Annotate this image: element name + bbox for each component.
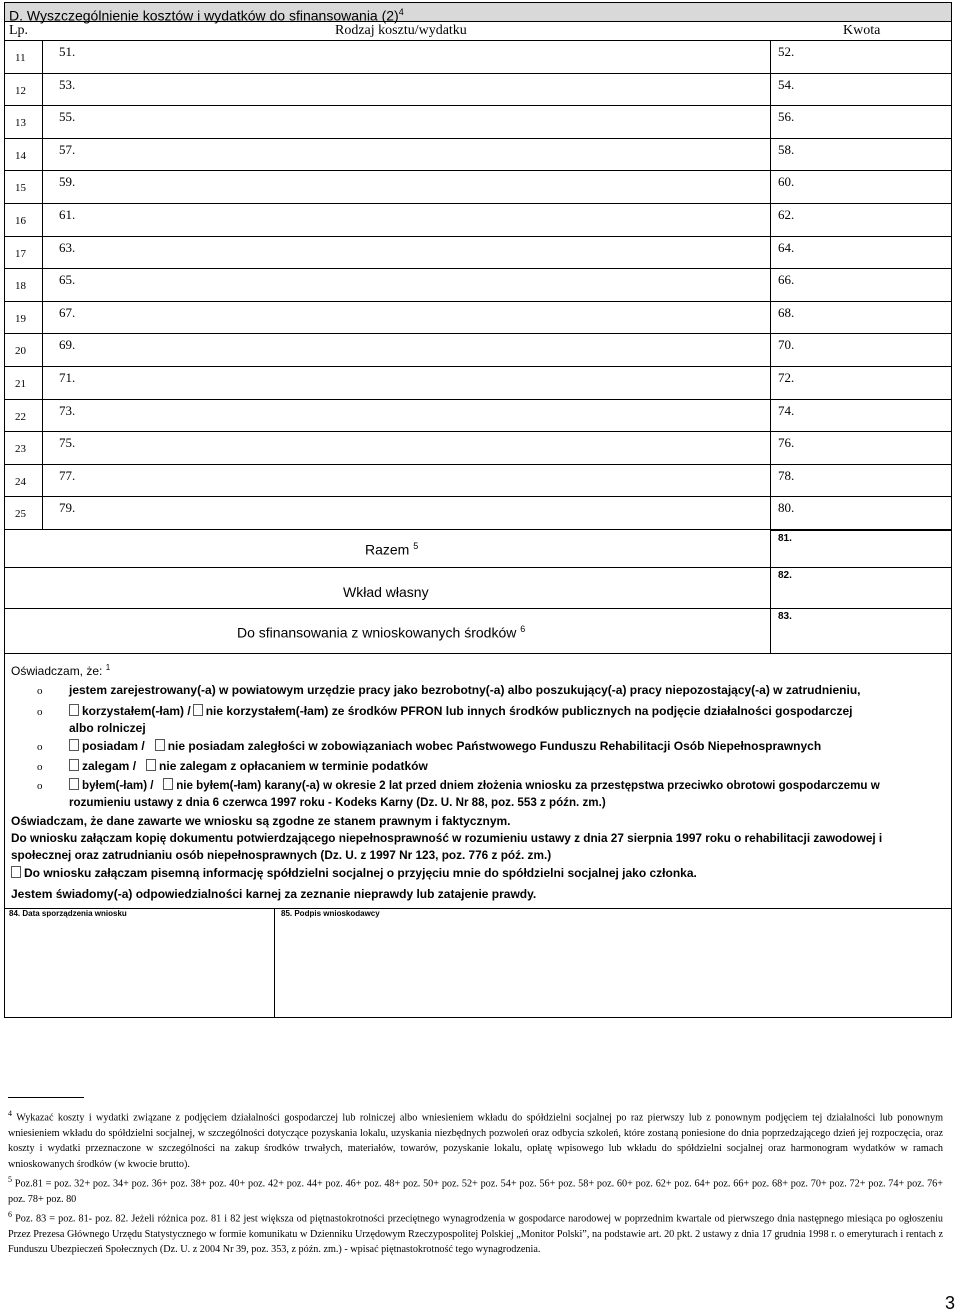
checkbox-nie-zalegam[interactable] (146, 759, 156, 771)
row-lp: 21 (15, 378, 26, 390)
cost-type-field[interactable]: 69. (59, 337, 76, 353)
table-row (5, 465, 951, 498)
declaration-p4: Jestem świadomy(-a) odpowiedzialności karnej za zeznanie nieprawdy lub zatajenie prawdy. (11, 887, 537, 901)
amount-field[interactable]: 64. (778, 239, 795, 255)
amount-field[interactable]: 76. (778, 435, 795, 451)
cost-type-field[interactable]: 51. (59, 44, 76, 59)
declaration-p1: Oświadczam, że dane zawarte we wniosku są zgodne ze stanem prawnym i faktycznym. (11, 814, 511, 828)
column-divider (42, 41, 43, 530)
table-row (5, 334, 951, 367)
section-header (5, 3, 951, 22)
signature-divider (274, 908, 275, 1017)
amount-field[interactable]: 60. (778, 174, 795, 190)
field-81[interactable]: 81. (778, 533, 792, 544)
cost-type-field[interactable]: 65. (59, 272, 76, 288)
footnotes (8, 1106, 943, 1258)
declaration-intro: Oświadczam, że: $^1$ (11, 663, 111, 678)
amount-field[interactable]: 68. (778, 304, 795, 320)
row-lp: 17 (15, 247, 26, 260)
amount-field[interactable]: 72. (778, 370, 795, 385)
table-row (5, 74, 951, 107)
declaration-item-3: posiadam / nie posiadam zaległości w zobowiązaniach wobec Państwowego Funduszu Rehabilitacji Osób Niepełnosprawnych (69, 738, 949, 755)
header-kwota: Kwota (843, 23, 881, 38)
bullet-icon: o (37, 741, 43, 753)
row-lp: 23 (15, 443, 26, 456)
amount-field[interactable]: 78. (778, 467, 795, 483)
checkbox-informacja[interactable] (11, 866, 21, 878)
amount-field[interactable]: 62. (778, 207, 795, 222)
cost-type-field[interactable]: 73. (59, 402, 76, 418)
table-row (5, 237, 951, 270)
table-row (5, 204, 951, 237)
table-row (5, 367, 951, 400)
row-lp: 20 (15, 345, 26, 358)
table-row (5, 269, 951, 302)
footnote-6: $^6$ Poz. 83 = poz. 81- poz. 82. Jeżeli różnica poz. 81 i 82 jest większa od piętnastokrotności przeciętnego wynagrodzenia w gospodarce narodowej w poprzednim kwartale od pierwszego dnia następnego miesiąca po ogłoszeniu Przez Prezesa Głównego Urzędu Statystycznego w formie komunikatu w Dzienniku Urzędowym Rzeczypospolitej Polskiej „Monitor Polski”, na podstawie art. 20 pkt. 2 ustawy z dnia 17 grudnia 1998 r. o emeryturach i rentach z Funduszu Ubezpieczeń Społecznych (Dz. U. z 2004 Nr 39, poz. 353, z późn. zm.) - wpisać piętnastokrotność tego wynagrodzenia. (8, 1210, 944, 1256)
row-lp: 12 (15, 84, 26, 97)
page-number: 3 (945, 1293, 956, 1313)
declaration-item-4: zalegam / nie zalegam z opłacaniem w terminie podatków (69, 758, 949, 775)
summary-divider (770, 530, 771, 653)
checkbox-nie-bylem[interactable] (163, 778, 173, 790)
row-lp: 11 (15, 52, 26, 64)
declaration-p3: Do wniosku załączam pisemną informację spółdzielni socjalnej o przyjęciu mnie do spółdzielni socjalnej jako członka. (11, 865, 697, 882)
amount-field[interactable]: 70. (778, 337, 795, 353)
table-row (5, 106, 951, 139)
amount-field[interactable]: 56. (778, 109, 795, 125)
section-title: D. Wyszczególnienie kosztów i wydatków do sfinansowania $(2)^4$ (9, 7, 404, 24)
declaration-item-1: jestem zarejestrowany(-a) w powiatowym urzędzie pracy jako bezrobotny(-a) albo poszukujący(-a) pracy niepozostający(-a) w zatrudnieniu, (69, 683, 861, 697)
row-lp: 16 (15, 215, 26, 227)
row-lp: 19 (15, 312, 26, 325)
row-lp: 15 (15, 182, 26, 195)
amount-field[interactable]: 74. (778, 402, 795, 418)
checkbox-bylem[interactable] (69, 778, 79, 790)
amount-field[interactable]: 80. (778, 500, 795, 516)
table-row (5, 171, 951, 204)
cost-type-field[interactable]: 59. (59, 174, 76, 190)
checkbox-nie-korzystalem[interactable] (193, 704, 203, 716)
cost-type-field[interactable]: 79. (59, 500, 76, 516)
declaration-item-5: byłem(-łam) / nie byłem(-łam) karany(-a) w okresie 2 lat przed dniem złożenia wniosku za przestępstwa przeciwko obrotowi gospodarczemu w rozumieniu ustawy z dnia 6 czerwca 1997 roku - Kodeks Karny (Dz. U. Nr 88, poz. 553 z późn. zm.) (69, 779, 880, 809)
row-lp: 13 (15, 117, 26, 130)
bullet-icon: o (37, 706, 43, 718)
declaration-p2: Do wniosku załączam kopię dokumentu potwierdzającego niepełnosprawność w rozumieniu ustawy z dnia 27 sierpnia 1997 roku o rehabilitacji zawodowej i społecznej oraz zatrudnianiu osób niepełnosprawnych (Dz. U. z 1997 Nr 123, poz. 776 z póź. zm.) (11, 831, 883, 862)
field-85-signature[interactable]: 85. Podpis wnioskodawcy (281, 909, 380, 918)
summary-dofin-label: Do sfinansowania z wnioskowanych środków $^6$ (237, 624, 526, 641)
field-84-date[interactable]: 84. Data sporządzenia wniosku (9, 909, 127, 918)
row-lp: 24 (15, 475, 26, 488)
row-lp: 25 (15, 508, 26, 521)
bullet-icon: o (37, 780, 43, 792)
amount-field[interactable]: 66. (778, 272, 795, 288)
table-row (5, 400, 951, 433)
column-divider (770, 41, 771, 530)
row-lp: 22 (15, 410, 26, 423)
summary-wklad-label: Wkład własny (343, 584, 429, 600)
amount-field[interactable]: 54. (778, 76, 795, 92)
field-82[interactable]: 82. (778, 570, 792, 581)
table-row (5, 41, 951, 74)
summary-divider (5, 567, 951, 568)
row-lp: 18 (15, 280, 26, 293)
row-lp: 14 (15, 149, 26, 162)
form-frame (4, 2, 952, 1018)
header-lp: Lp. (9, 23, 29, 38)
checkbox-zalegam[interactable] (69, 759, 79, 771)
summary-divider (5, 608, 951, 609)
summary-divider (5, 653, 951, 654)
cost-type-field[interactable]: 63. (59, 239, 76, 255)
footnote-rule (8, 1097, 84, 1098)
field-83[interactable]: 83. (778, 611, 792, 622)
checkbox-korzystalem[interactable] (69, 704, 79, 716)
cost-type-field[interactable]: 55. (59, 109, 76, 125)
summary-razem-label: Razem $^5$ (365, 541, 419, 558)
table-header (5, 22, 951, 41)
cost-type-field[interactable]: 77. (59, 467, 76, 483)
table-row (5, 139, 951, 172)
summary-divider (770, 530, 951, 531)
table-row (5, 302, 951, 335)
header-rodzaj: Rodzaj kosztu/wydatku (335, 23, 467, 38)
cost-type-field[interactable]: 53. (59, 76, 76, 92)
checkbox-nie-posiadam[interactable] (155, 739, 165, 751)
cost-type-field[interactable]: 67. (59, 304, 76, 320)
footnote-5: $^5$ Poz.81 = poz. 32+ poz. 34+ poz. 36+ poz. 38+ poz. 40+ poz. 42+ poz. 44+ poz. 46+ poz. 48+ poz. 50+ poz. 52+ poz. 54+ poz. 56+ poz. 58+ poz. 60+ poz. 62+ poz. 64+ poz. 66+ poz. 68+ poz. 70+ poz. 72+ poz. 74+ poz. 76+ poz. 78+ poz. 80 (8, 1175, 944, 1205)
checkbox-posiadam[interactable] (69, 739, 79, 751)
table-row (5, 497, 951, 530)
bullet-icon: o (37, 761, 43, 773)
declaration-item-2: korzystałem(-łam) / nie korzystałem(-łam) ze środków PFRON lub innych środków publicznych na podjęcie działalności gospodarczej albo rolniczej (69, 704, 853, 735)
amount-field[interactable]: 58. (778, 141, 795, 157)
amount-field[interactable]: 52. (778, 44, 795, 59)
footnote-4: $^4$ Wykazać koszty i wydatki związane z podjęciem działalności gospodarczej lub rolniczej albo wniesieniem wkładu do spółdzielni socjalnej po raz pierwszy lub z ponownym podjęciem tej działalności lub ponownym wniesieniem wkładu do spółdzielni socjalnej, w szczególności dotyczące pozyskania lokalu, uzyskania niezbędnych pozwoleń oraz odbycia szkoleń, które zostaną poniesione do dnia poprzedzającego dzień jej rozpoczęcia, oraz koszty i wydatki przeznaczone w szczególności na zakup środków trwałych, materiałów, towarów, pozyskanie lokalu, opłatę wpisowego lub wkładu do spółdzielni socjalnej oraz harmonogram wydatków w ramach wnioskowanych środków (w kwocie brutto). (8, 1109, 943, 1170)
cost-type-field[interactable]: 61. (59, 207, 76, 222)
table-row (5, 432, 951, 465)
bullet-icon: o (37, 685, 43, 697)
cost-type-field[interactable]: 75. (59, 435, 76, 451)
cost-type-field[interactable]: 57. (59, 141, 76, 157)
cost-type-field[interactable]: 71. (59, 370, 76, 385)
